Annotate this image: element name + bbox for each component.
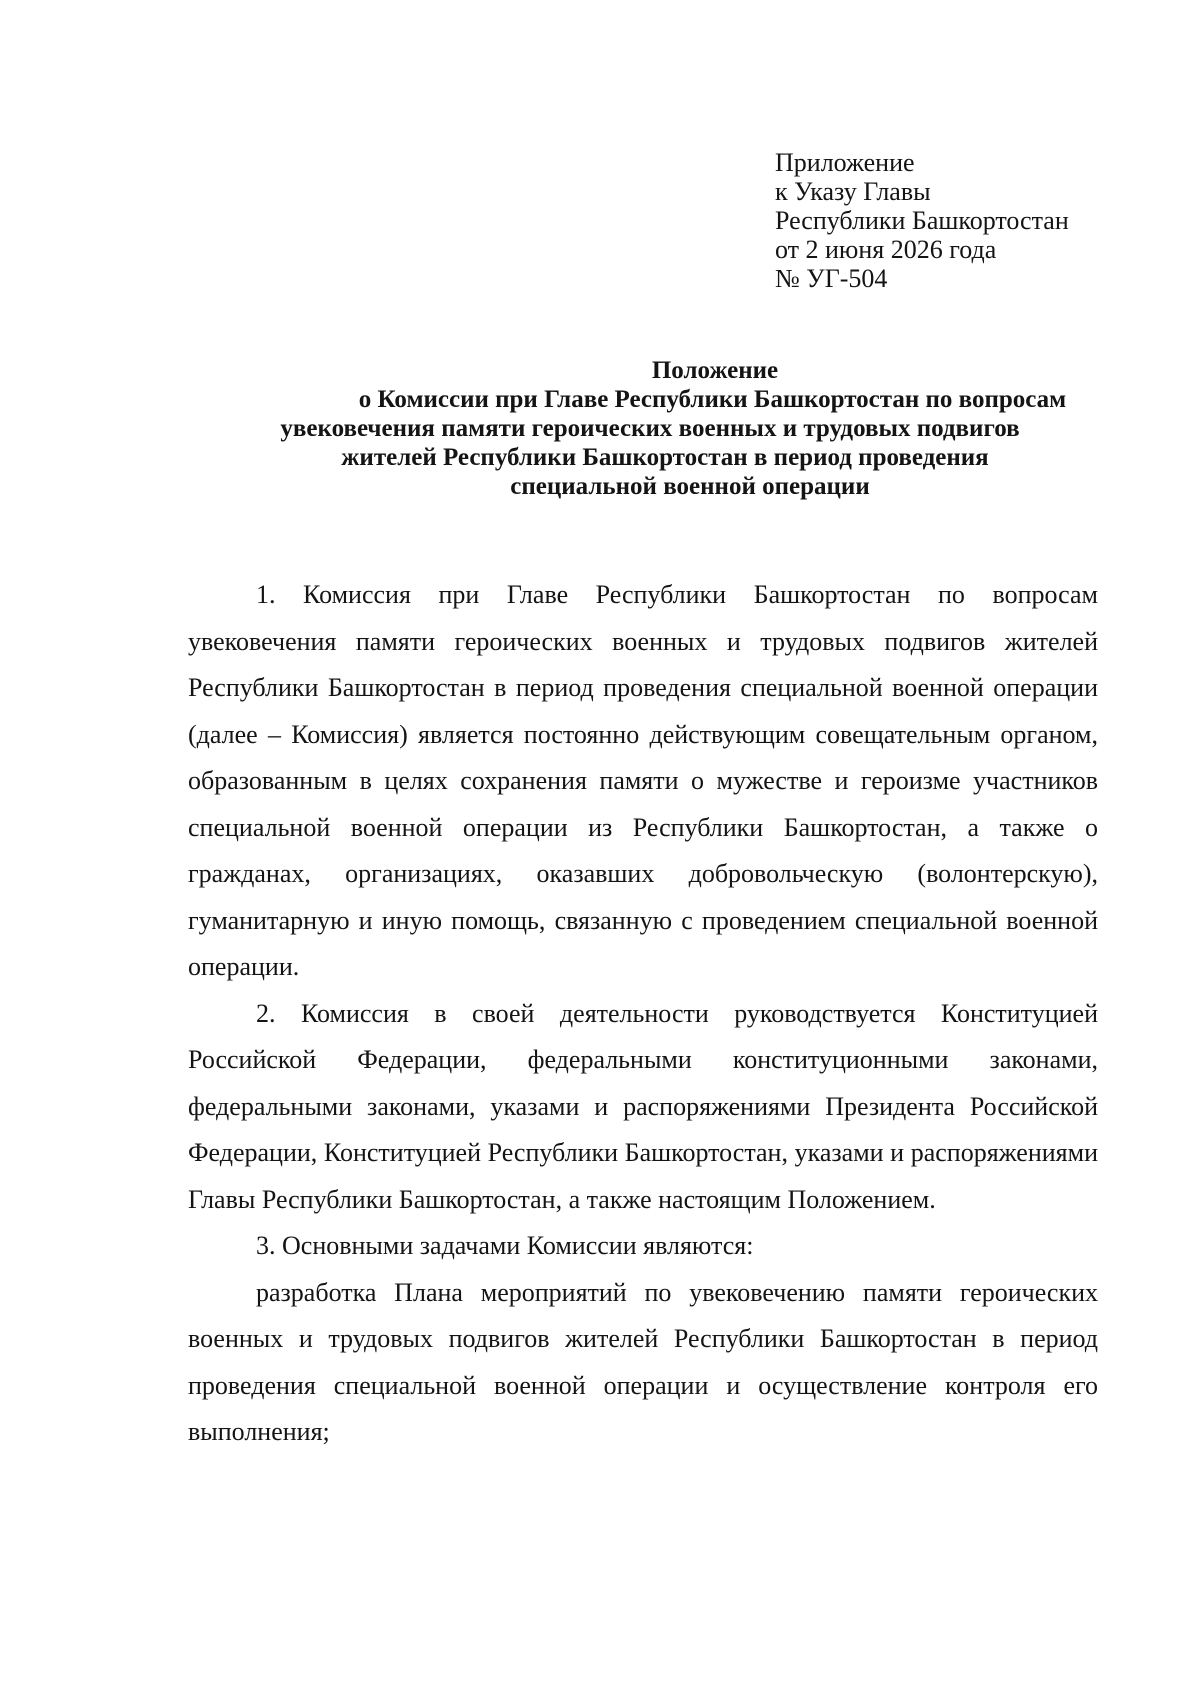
attachment-line-1: Приложение — [775, 148, 915, 177]
paragraph-1: 1. Комиссия при Главе Республики Башкортостан по вопросам увековечения памяти героических военных и трудовых подвигов жителей Республики Башкортостан в период проведения специальной военной операции (далее – Комиссия) является постоянно действующим совещательным органом, образованным в целях сохранения памяти о мужестве и героизме участников специальной военной операции из Республики Башкортостан, а также о гражданах, организациях, оказавших добровольческую (волонтерскую), гуманитарную и иную помощь, связанную с проведением специальной военной операции. — [188, 580, 1098, 981]
document-title — [150, 356, 1150, 501]
paragraph-4: разработка Плана мероприятий по увековечению памяти героических военных и трудовых подвигов жителей Республики Башкортостан в период проведения специальной военной операции и осуществление контроля его выполнения; — [188, 1277, 1098, 1446]
title-line-2: о Комиссии при Главе Республики Башкортостан по вопросам — [358, 386, 1067, 413]
document-body — [188, 572, 1098, 1456]
attachment-line-3: Республики Башкортостан — [775, 206, 1069, 235]
attachment-line-5: № УГ-504 — [775, 264, 888, 293]
title-line-3: увековечения памяти героических военных и трудовых подвигов — [280, 415, 1020, 442]
paragraph-3: 3. Основными задачами Комиссии являются: — [256, 1231, 754, 1260]
paragraph-2: 2. Комиссия в своей деятельности руководствуется Конституцией Российской Федерации, федеральными конституционными законами, федеральными законами, указами и распоряжениями Президента Российской Федерации, Конституцией Республики Башкортостан, указами и распоряжениями Главы Республики Башкортостан, а также настоящим Положением. — [188, 998, 1098, 1214]
attachment-stamp — [775, 148, 1175, 293]
title-line-4: жителей Республики Башкортостан в период проведения — [341, 444, 989, 471]
title-line-1: Положение — [651, 357, 779, 384]
attachment-line-2: к Указу Главы — [775, 177, 931, 206]
title-line-5: специальной военной операции — [510, 473, 870, 500]
attachment-line-4: от 2 июня 2026 года — [775, 235, 997, 264]
